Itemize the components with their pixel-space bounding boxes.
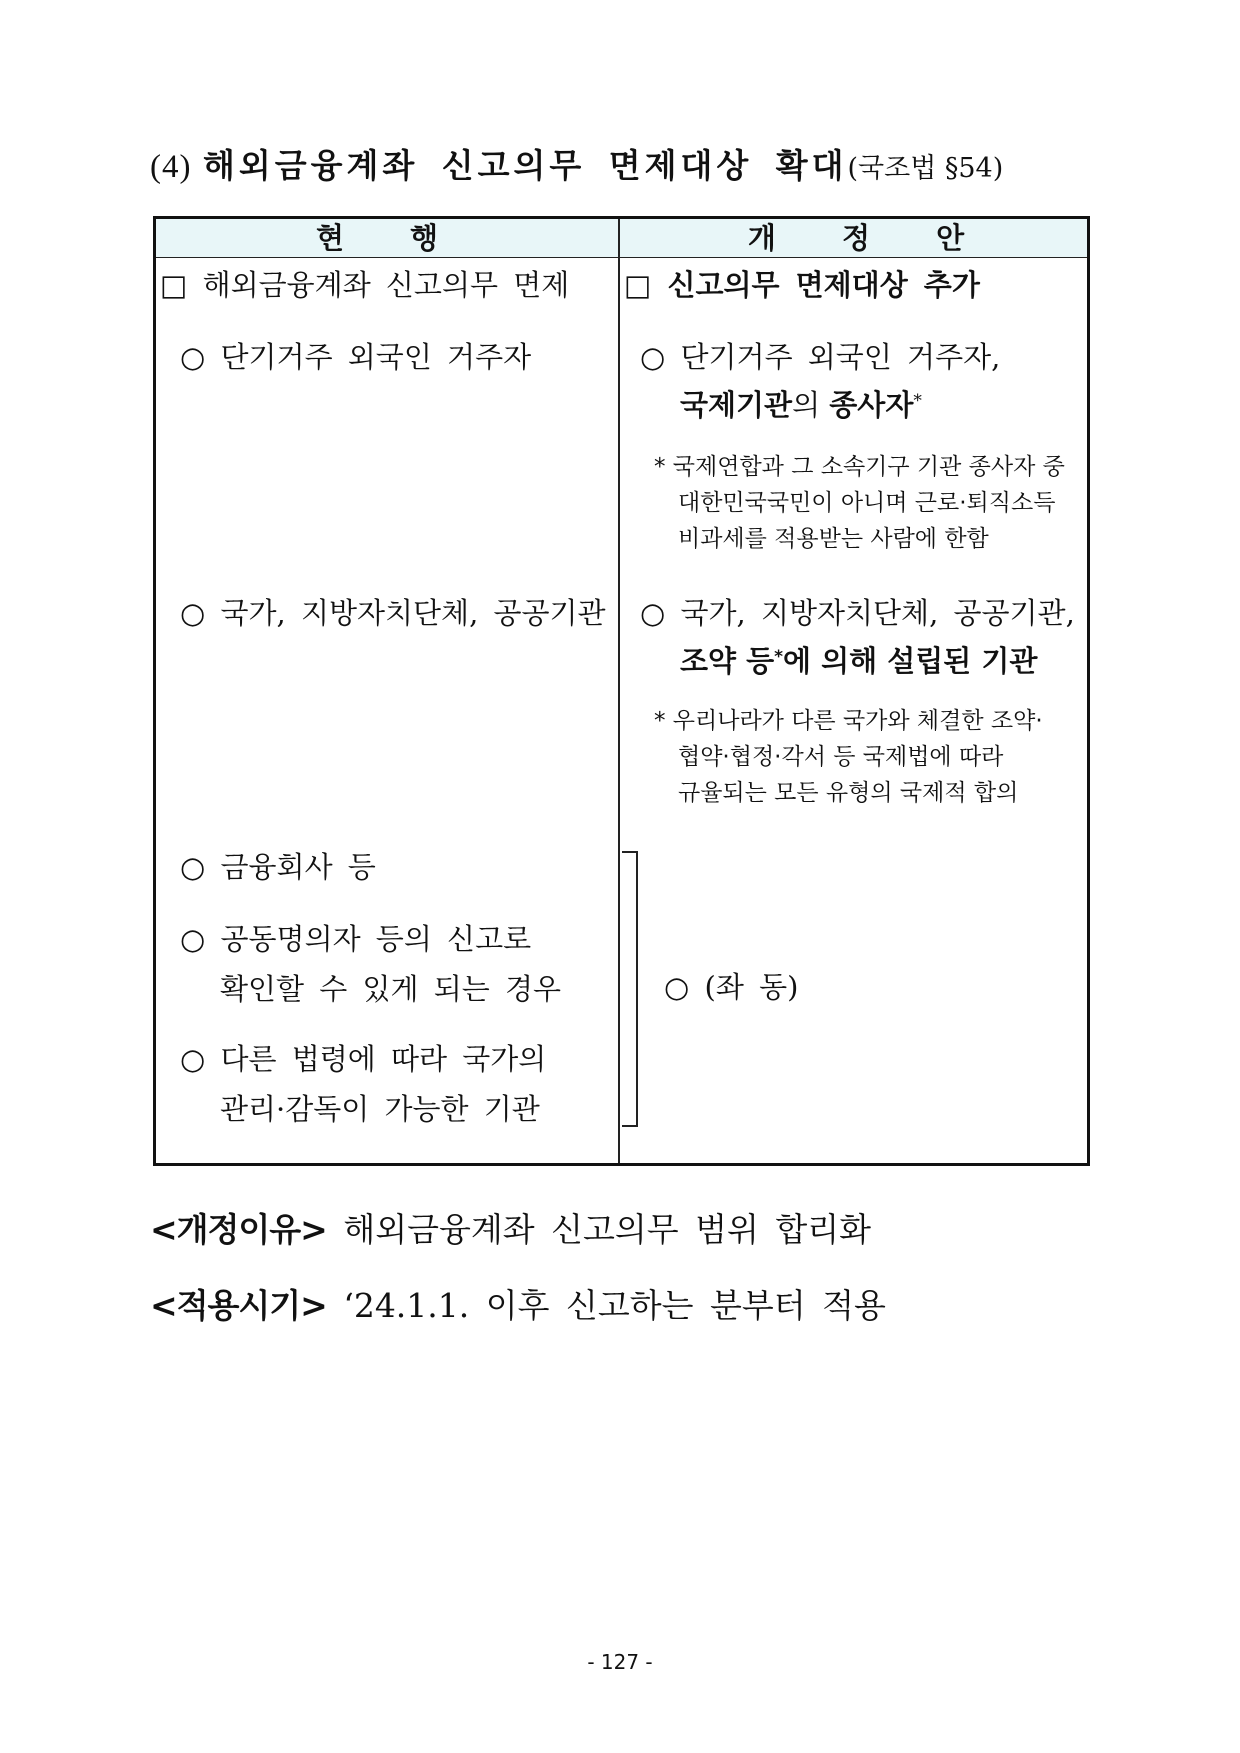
effective-line: [150, 1280, 886, 1327]
footnote-line: * 국제연합과 그 소속기구 기관 종사자 중: [654, 454, 1065, 480]
reason-label: <개정이유>: [150, 1210, 327, 1249]
established-org-term: 에 의해 설립된 기관: [783, 644, 1038, 678]
section-title: [150, 140, 1003, 187]
treaty-term: 조약 등: [680, 644, 775, 678]
footnote-mark: *: [913, 391, 922, 411]
header-proposed: 개 정 안: [747, 221, 993, 255]
left-item-financial: ○ 금융회사 등: [180, 850, 376, 884]
effective-text: ‘24.1.1. 이후 신고하는 분부터 적용: [343, 1286, 886, 1325]
footnote-line: 비과세를 적용받는 사람에 한함: [678, 526, 989, 552]
reason-text: 해외금융계좌 신고의무 범위 합리화: [343, 1210, 871, 1249]
footnote-treaty: [654, 703, 1043, 811]
footnote-line: 규율되는 모든 유형의 국제적 합의: [678, 780, 1019, 806]
right-item-government-line1: ○ 국가, 지방자치단체, 공공기관,: [640, 596, 1075, 630]
page-number: - 127 -: [587, 1650, 653, 1674]
left-item-other-line1: ○ 다른 법령에 따라 국가의: [180, 1042, 547, 1076]
footnote-line: * 우리나라가 다른 국가와 체결한 조약·: [654, 708, 1043, 734]
header-current: 현 행: [315, 221, 467, 255]
footnote-line: 대한민국국민이 아니며 근로·퇴직소득: [678, 490, 1056, 516]
table-header: [156, 219, 1087, 258]
right-item-same: ○ (좌 동): [664, 970, 799, 1004]
section-number: (4): [150, 149, 192, 185]
law-reference: (국조법 §54): [847, 153, 1004, 184]
right-heading: □ 신고의무 면제대상 추가: [624, 268, 980, 302]
reason-line: [150, 1204, 871, 1251]
left-heading: □ 해외금융계좌 신고의무 면제: [160, 268, 570, 302]
left-item-short-term: ○ 단기거주 외국인 거주자: [180, 340, 532, 374]
effective-label: <적용시기>: [150, 1286, 327, 1325]
left-item-joint-line1: ○ 공동명의자 등의 신고로: [180, 922, 532, 956]
intl-org-term: 국제기관: [680, 388, 793, 422]
comparison-table: [153, 216, 1090, 1166]
right-item-short-term-line1: ○ 단기거주 외국인 거주자,: [640, 340, 1001, 374]
right-bracket: [622, 851, 638, 1127]
left-item-government: ○ 국가, 지방자치단체, 공공기관: [180, 596, 606, 630]
right-item-short-term-line2: [680, 387, 922, 423]
left-item-joint-line2: 확인할 수 있게 되는 경우: [220, 972, 562, 1006]
footnote-intl-org: [654, 449, 1065, 557]
left-item-other-line2: 관리·감독이 가능한 기관: [220, 1092, 540, 1126]
connector-text: 의: [792, 388, 821, 422]
footnote-line: 협약·협정·각서 등 국제법에 따라: [678, 744, 1004, 770]
employee-term: 종사자: [829, 388, 914, 422]
column-divider: [618, 219, 620, 1163]
section-heading: 해외금융계좌 신고의무 면제대상 확대: [202, 146, 848, 185]
right-item-government-line2: [680, 643, 1037, 679]
footnote-mark: *: [774, 647, 784, 667]
